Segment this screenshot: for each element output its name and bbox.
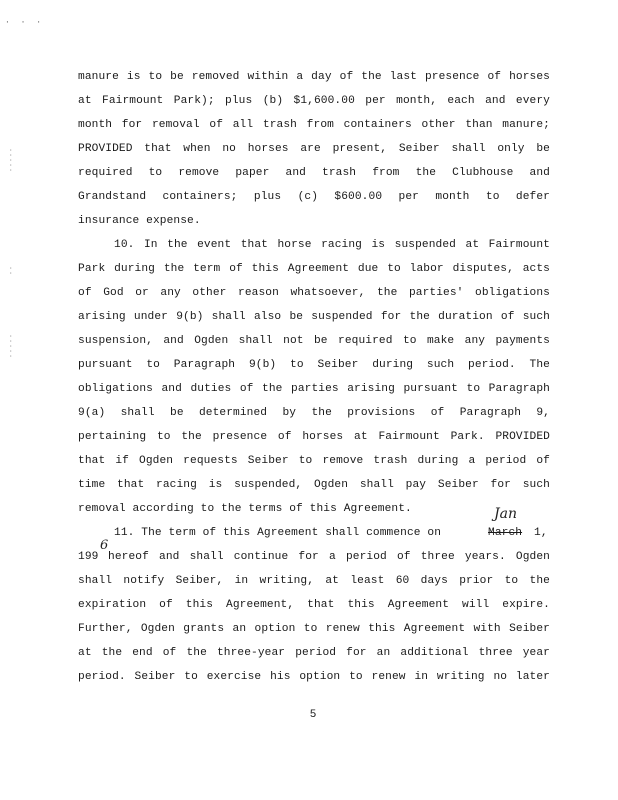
paragraph-11-start: 11. The term of this Agreement shall commence on bbox=[114, 527, 442, 539]
handwritten-digit: 6 bbox=[100, 538, 109, 553]
text-line: Grandstand containers; plus (c) $600.00 per month to defer bbox=[78, 191, 550, 203]
text-line: arising under 9(b) shall also be suspended for the duration of such bbox=[78, 311, 550, 323]
text-line: pertaining to the presence of horses at Fairmount Park. PROVIDED bbox=[78, 431, 550, 443]
text-line: PROVIDED that when no horses are present, Seiber shall only be bbox=[78, 143, 550, 155]
text-line: Further, Ogden grants an option to renew this Agreement with Seiber bbox=[78, 623, 550, 635]
text-line: Park during the term of this Agreement due to labor disputes, acts bbox=[78, 263, 550, 275]
scan-artifact-marks: · · · bbox=[5, 18, 45, 27]
margin-scan-dots-2: · · bbox=[9, 265, 13, 277]
text-line: time that racing is suspended, Ogden shall pay Seiber for such bbox=[78, 479, 550, 491]
margin-scan-dots-1: · · · · · bbox=[9, 147, 13, 174]
text-line: pursuant to Paragraph 9(b) to Seiber during such period. The bbox=[78, 359, 550, 371]
text-line: 9(a) shall be determined by the provisions of Paragraph 9, bbox=[78, 407, 550, 419]
handwritten-insert: Jan bbox=[494, 506, 517, 522]
text-line: suspension, and Ogden shall not be required to make any payments bbox=[78, 335, 550, 347]
text-fragment: 199 bbox=[78, 551, 99, 563]
text-line: that if Ogden requests Seiber to remove trash during a period of bbox=[78, 455, 550, 467]
text-line: required to remove paper and trash from the Clubhouse and bbox=[78, 167, 550, 179]
page-number: 5 bbox=[309, 709, 317, 721]
text-line: insurance expense. bbox=[78, 215, 201, 227]
text-line: removal according to the terms of this Agreement. bbox=[78, 503, 412, 515]
text-line: at the end of the three-year period for an additional three year bbox=[78, 647, 550, 659]
text-line: of God or any other reason whatsoever, the parties' obligations bbox=[78, 287, 550, 299]
text-line: obligations and duties of the parties arising pursuant to Paragraph bbox=[78, 383, 550, 395]
text-line: at Fairmount Park); plus (b) $1,600.00 per month, each and every bbox=[78, 95, 550, 107]
paragraph-10-start: 10. In the event that horse racing is suspended at Fairmount bbox=[114, 239, 550, 251]
margin-scan-dots-3: · · · · · bbox=[9, 333, 13, 360]
text-line: expiration of this Agreement, that this Agreement will expire. bbox=[78, 599, 550, 611]
text-line: manure is to be removed within a day of the last presence of horses bbox=[78, 71, 550, 83]
text-line: hereof and shall continue for a period of three years. Ogden bbox=[108, 551, 550, 563]
text-line: month for removal of all trash from containers other than manure; bbox=[78, 119, 550, 131]
text-fragment: 1, bbox=[534, 527, 548, 539]
text-line: shall notify Seiber, in writing, at least 60 days prior to the bbox=[78, 575, 550, 587]
struck-word: March bbox=[488, 527, 523, 539]
text-line: period. Seiber to exercise his option to renew in writing no later bbox=[78, 671, 550, 683]
